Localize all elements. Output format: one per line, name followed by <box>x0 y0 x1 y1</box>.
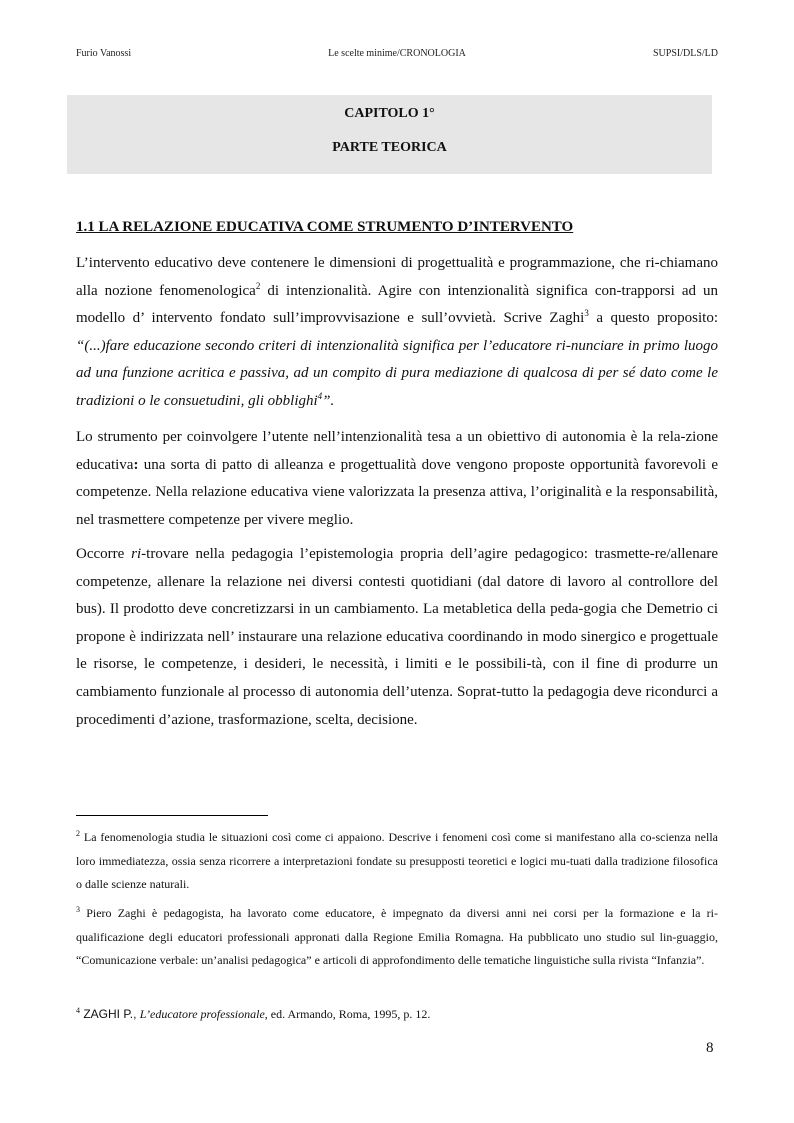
p2-colon: : <box>133 456 139 473</box>
footnote-2 <box>76 826 718 897</box>
p3-ri: ri <box>131 546 142 562</box>
footnote-4-book-title: L’educatore professionale <box>139 1007 265 1021</box>
paragraph-3 <box>76 541 718 734</box>
footnote-ref-2: 2 <box>255 280 261 291</box>
chapter-part: PARTE TEORICA <box>332 140 447 155</box>
p3-text-a: Occorre <box>76 546 132 562</box>
paragraph-2 <box>76 424 718 534</box>
p2-text-b: una sorta di patto di alleanza e progettualità dove vengono proposte opportunità favorevoli e competenze. Nella relazione educativa viene valorizzata la presenza attiva, l’originalità e la responsabilità, nel trasmettere competenze per vivere meglio. <box>76 456 718 528</box>
chapter-number: CAPITOLO 1° <box>344 106 435 121</box>
p1-quote: “(...)fare educazione secondo criteri di intenzionalità significa per l’educatore ri-nunciare in primo luogo ad una funzione acritica e passiva, ad un compito di pura mediazione di qualcosa di per sé dato come le tradizioni o le consuetudini, gli obblighi <box>76 337 718 409</box>
footnote-3 <box>76 902 718 973</box>
page-number: 8 <box>706 1040 714 1056</box>
p1-text-c: a questo proposito: <box>588 310 718 327</box>
header-author: Furio Vanossi <box>76 48 132 59</box>
footnote-4-author: ZAGHI P., <box>80 1007 140 1021</box>
footnote-separator <box>76 815 268 816</box>
section-title: 1.1 LA RELAZIONE EDUCATIVA COME STRUMENTO D’INTERVENTO <box>76 219 574 235</box>
footnote-4-number: 4 <box>76 1006 80 1015</box>
p1-text-a: L’intervento educativo deve contenere le dimensioni di progettualità e programmazione, che ri-chiamano alla nozione fenomenologica <box>76 255 718 299</box>
p3-text-b: -trovare nella pedagogia l’epistemologia propria dell’agire pedagogico: trasmette-re/allenare competenze, allenare la relazione nei diversi contesti quotidiani (dal datore di lavoro al controllore del bus). Il prodotto deve concretizzarsi in un cambiamento. La metabletica della peda-gogia che Demetrio ci propone è indirizzata nell’ instaurare una relazione educativa coordinando in modo sinergico e progettuale le risorse, le competenze, i desideri, le necessità, i limiti e le possibili-tà, con il fine di produrre un cambiamento funzionale al processo di autonomia dell’utenza. Soprat-tutto la pedagogia deve ricondurci a procedimenti d’azione, trasformazione, scelta, decisione. <box>76 546 719 728</box>
footnote-4-rest: , ed. Armando, Roma, 1995, p. 12. <box>264 1007 431 1021</box>
footnote-2-number: 2 <box>76 829 80 838</box>
footnote-3-number: 3 <box>76 905 80 914</box>
header-title: Le scelte minime/CRONOLOGIA <box>328 48 466 59</box>
footnote-ref-4: 4 <box>317 390 323 401</box>
footnote-ref-3: 3 <box>584 308 589 319</box>
header-code: SUPSI/DLS/LD <box>652 48 718 59</box>
footnote-2-text: La fenomenologia studia le situazioni così come ci appaiono. Descrive i fenomeni così come si manifestano alla co-scienza nella loro immediatezza, ossia senza ricorrere a interpretazioni fondate su presupposti teoretici e logici mu-tuati dalla tradizione filosofica o dalle scienze naturali. <box>76 830 718 891</box>
p1-text-b: di intenzionalità. Agire con intenzionalità significa con-trapporsi ad un modello d’ intervento fondato sull’improvvisazione e sull’ovvietà. Scrive Zaghi <box>76 282 719 327</box>
footnote-3-text: Piero Zaghi è pedagogista, ha lavorato come educatore, è impegnato da diversi anni nei corsi per la formazione e la ri-qualificazione degli educatori professionali appronati dalla Regione Emilia Romagna. Ha pubblicato uno studio sul lin-guaggio, “Comunicazione verbale: un’analisi pedagogica” e articoli di approfondimento delle tematiche linguistiche sulla rivista “Infanzia”. <box>76 906 718 967</box>
chapter-heading-box <box>67 95 712 174</box>
paragraph-1 <box>76 250 718 416</box>
p2-text-a: Lo strumento per coinvolgere l’utente nell’intenzionalità tesa a un obiettivo di autonomia è la rela-zione educativa <box>76 429 718 473</box>
footnote-4 <box>76 1003 718 1027</box>
p1-quote-end: ”. <box>322 392 335 409</box>
